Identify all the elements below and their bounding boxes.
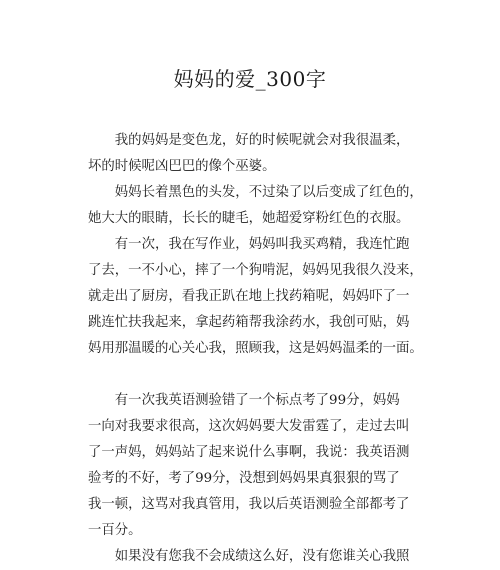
- paragraph-5: [88, 544, 424, 570]
- paragraph-2: [88, 180, 424, 232]
- paragraph-line: 坏的时候呢凶巴巴的像个巫婆。: [88, 159, 276, 174]
- paragraph-line: 验考的不好，考了99分，没想到妈妈果真狠狠的骂了: [88, 471, 400, 486]
- paragraph-line: 她大大的眼睛，长长的睫毛，她超爱穿粉红色的衣服。: [88, 211, 410, 226]
- paragraph-line: 有一次，我在写作业，妈妈叫我买鸡精，我连忙跑: [114, 237, 410, 252]
- paragraph-gap: [88, 362, 424, 388]
- paragraph-line: 妈用那温暖的心关心我，照顾我，这是妈妈温柔的一面。: [88, 341, 423, 356]
- paragraph-3: [88, 232, 424, 362]
- paragraph-line: 一向对我要求很高，这次妈妈要大发雷霆了，走过去叫: [88, 419, 410, 434]
- paragraph-4: [88, 388, 424, 544]
- paragraph-line: 一百分。: [88, 523, 142, 538]
- paragraph-line: 我的妈妈是变色龙，好的时候呢就会对我很温柔，: [114, 133, 410, 148]
- paragraph-line: 了一声妈，妈妈站了起来说什么事啊，我说：我英语测: [88, 445, 410, 460]
- paragraph-line: 就走出了厨房，看我正趴在地上找药箱呢，妈妈吓了一: [88, 289, 410, 304]
- paragraph-line: 有一次我英语测验错了一个标点考了99分，妈妈: [114, 393, 400, 408]
- document-title: 妈妈的爱_300字: [173, 67, 327, 91]
- paragraph-line: 如果没有您我不会成绩这么好，没有您谁关心我照: [114, 549, 410, 564]
- paragraph-1: [88, 128, 424, 180]
- paragraph-line: 我一顿，这骂对我真管用，我以后英语测验全部都考了: [88, 497, 410, 512]
- paragraph-line: 了去，一不小心，摔了一个狗啃泥，妈妈见我很久没来，: [88, 263, 423, 278]
- document-body: [88, 128, 424, 570]
- paragraph-line: 跳连忙扶我起来，拿起药箱帮我涂药水，我创可贴，妈: [88, 315, 410, 330]
- paragraph-line: 妈妈长着黑色的头发，不过染了以后变成了红色的，: [114, 185, 423, 200]
